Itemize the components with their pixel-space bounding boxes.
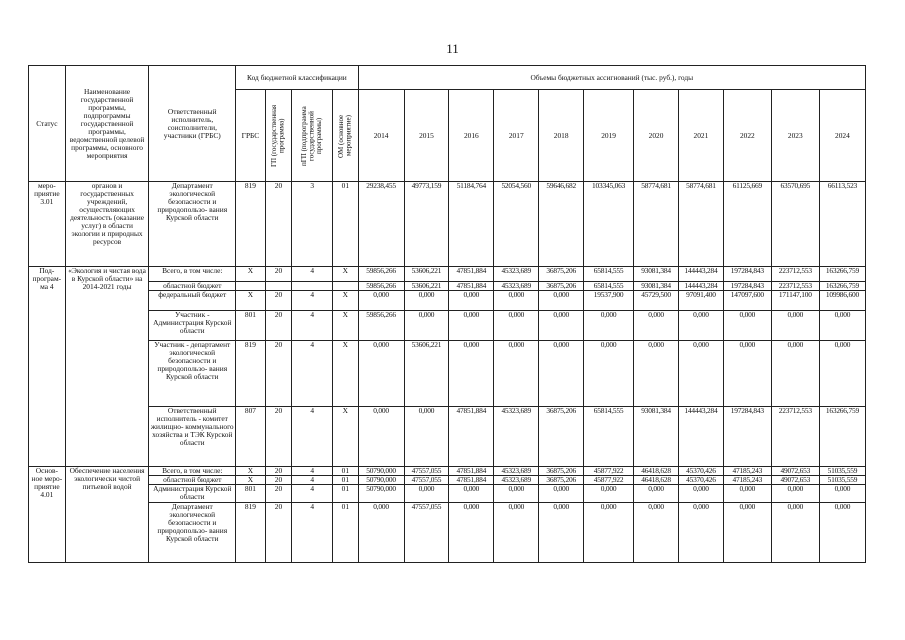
cell-name: «Экология и чистая вода в Курской области» на 2014-2021 годы	[65, 267, 149, 467]
cell-pgp: 4	[292, 311, 333, 341]
cell-value: 47557,055	[404, 467, 449, 476]
cell-value: 47185,243	[723, 476, 771, 485]
header-year: 2024	[819, 90, 865, 182]
cell-pgp: 4	[292, 467, 333, 476]
header-year: 2014	[358, 90, 404, 182]
cell-value: 0,000	[404, 485, 449, 503]
header-year: 2023	[771, 90, 819, 182]
table-row	[29, 267, 866, 282]
cell-value: 0,000	[449, 341, 494, 407]
table-row	[29, 503, 866, 563]
cell-executor: Департамент экологической безопасности и природопользо- вания Курской области	[149, 182, 236, 267]
cell-value: 223712,553	[771, 282, 819, 291]
cell-value: 0,000	[539, 291, 584, 311]
table-row	[29, 485, 866, 503]
header-year: 2016	[449, 90, 494, 182]
cell-value: 93081,384	[634, 267, 679, 282]
cell-value: 0,000	[819, 341, 865, 407]
cell-value: 65814,555	[584, 267, 634, 282]
cell-gp: 20	[265, 467, 292, 476]
cell-value: 47851,884	[449, 282, 494, 291]
cell-value: 59856,266	[358, 311, 404, 341]
cell-value: 61125,669	[723, 182, 771, 267]
cell-value: 0,000	[449, 503, 494, 563]
cell-value: 36875,206	[539, 282, 584, 291]
cell-status: Под- програм- ма 4	[29, 267, 66, 467]
header-grbs: ГРБС	[236, 90, 266, 182]
cell-value: 0,000	[539, 311, 584, 341]
cell-value: 49072,653	[771, 476, 819, 485]
cell-om: 01	[333, 467, 359, 476]
cell-value: 65814,555	[584, 282, 634, 291]
cell-pgp: 4	[292, 267, 333, 282]
cell-value: 45323,689	[494, 407, 539, 467]
cell-value: 0,000	[358, 291, 404, 311]
budget-table	[28, 65, 866, 563]
cell-value: 0,000	[494, 311, 539, 341]
cell-value: 144443,284	[678, 407, 723, 467]
header-year: 2019	[584, 90, 634, 182]
cell-value: 49072,653	[771, 467, 819, 476]
table-row	[29, 282, 866, 291]
cell-value: 144443,284	[678, 267, 723, 282]
cell-om: 01	[333, 182, 359, 267]
cell-gp: 20	[265, 341, 292, 407]
cell-value: 0,000	[404, 311, 449, 341]
cell-value: 45323,689	[494, 467, 539, 476]
cell-value: 223712,553	[771, 407, 819, 467]
table-body	[29, 182, 866, 563]
cell-value: 0,000	[819, 311, 865, 341]
cell-om: X	[333, 291, 359, 311]
cell-om	[333, 282, 359, 291]
cell-value: 66113,523	[819, 182, 865, 267]
cell-grbs	[236, 282, 266, 291]
cell-value: 0,000	[819, 503, 865, 563]
cell-gp: 20	[265, 311, 292, 341]
cell-pgp: 4	[292, 476, 333, 485]
cell-value: 223712,553	[771, 267, 819, 282]
cell-grbs: 819	[236, 182, 266, 267]
cell-value: 47851,884	[449, 407, 494, 467]
cell-value: 0,000	[494, 485, 539, 503]
cell-value: 197284,843	[723, 267, 771, 282]
cell-value: 163266,759	[819, 282, 865, 291]
cell-value: 0,000	[494, 291, 539, 311]
cell-gp: 20	[265, 503, 292, 563]
cell-name: органов и государственных учреждений, осуществляющих деятельность (оказание услуг) в области экологии и природных ресурсов	[65, 182, 149, 267]
cell-value: 47557,055	[404, 503, 449, 563]
cell-om: 01	[333, 485, 359, 503]
cell-grbs: 801	[236, 311, 266, 341]
cell-value: 52054,560	[494, 182, 539, 267]
cell-value: 0,000	[678, 485, 723, 503]
cell-value: 197284,843	[723, 407, 771, 467]
cell-value: 51035,559	[819, 476, 865, 485]
cell-value: 47851,884	[449, 267, 494, 282]
page-number: 11	[446, 41, 459, 56]
cell-om: X	[333, 311, 359, 341]
cell-value: 0,000	[634, 485, 679, 503]
cell-value: 45729,500	[634, 291, 679, 311]
cell-value: 163266,759	[819, 267, 865, 282]
cell-gp: 20	[265, 182, 292, 267]
cell-value: 0,000	[678, 341, 723, 407]
cell-value: 0,000	[449, 291, 494, 311]
cell-grbs: X	[236, 467, 266, 476]
cell-gp: 20	[265, 291, 292, 311]
cell-value: 63570,695	[771, 182, 819, 267]
header-year: 2015	[404, 90, 449, 182]
header-year: 2022	[723, 90, 771, 182]
cell-value: 109986,600	[819, 291, 865, 311]
header-year: 2020	[634, 90, 679, 182]
header-executor: Ответственный исполнитель, соисполнители, участники (ГРБС)	[149, 66, 236, 182]
header-pgp: пГП (подпрограмма государственной программы)	[299, 105, 323, 166]
cell-grbs: X	[236, 291, 266, 311]
cell-status: Основ- ное меро- приятие 4.01	[29, 467, 66, 563]
cell-gp	[265, 282, 292, 291]
cell-value: 0,000	[678, 311, 723, 341]
cell-value: 97091,400	[678, 291, 723, 311]
cell-value: 47851,884	[449, 476, 494, 485]
cell-value: 163266,759	[819, 407, 865, 467]
cell-value: 0,000	[771, 503, 819, 563]
cell-value: 0,000	[819, 485, 865, 503]
cell-value: 50790,000	[358, 467, 404, 476]
cell-gp: 20	[265, 476, 292, 485]
cell-value: 50790,000	[358, 485, 404, 503]
cell-value: 59856,266	[358, 282, 404, 291]
cell-pgp	[292, 282, 333, 291]
header-year: 2017	[494, 90, 539, 182]
cell-gp: 20	[265, 267, 292, 282]
cell-grbs: X	[236, 267, 266, 282]
cell-value: 36875,206	[539, 467, 584, 476]
cell-value: 45877,922	[584, 467, 634, 476]
cell-value: 0,000	[404, 407, 449, 467]
cell-executor: Администрация Курской области	[149, 485, 236, 503]
cell-value: 45323,689	[494, 476, 539, 485]
cell-executor: Всего, в том числе:	[149, 467, 236, 476]
cell-value: 50790,000	[358, 476, 404, 485]
cell-executor: Ответственный исполнитель - комитет жилищно- коммунального хозяйства и ТЭК Курской области	[149, 407, 236, 467]
cell-value: 0,000	[771, 311, 819, 341]
cell-value: 0,000	[723, 341, 771, 407]
cell-value: 0,000	[771, 485, 819, 503]
cell-value: 58774,681	[634, 182, 679, 267]
cell-om: 01	[333, 503, 359, 563]
cell-om: X	[333, 407, 359, 467]
cell-value: 0,000	[678, 503, 723, 563]
header-budget-code: Код бюджетной классификации	[236, 66, 358, 90]
cell-value: 0,000	[723, 503, 771, 563]
table-row	[29, 476, 866, 485]
cell-executor: Участник - Администрация Курской области	[149, 311, 236, 341]
cell-executor: областной бюджет	[149, 476, 236, 485]
cell-status: меро- приятие 3.01	[29, 182, 66, 267]
cell-value: 0,000	[584, 503, 634, 563]
cell-grbs: 807	[236, 407, 266, 467]
cell-value: 45370,426	[678, 467, 723, 476]
cell-pgp: 3	[292, 182, 333, 267]
cell-pgp: 4	[292, 503, 333, 563]
cell-gp: 20	[265, 407, 292, 467]
cell-value: 47851,884	[449, 467, 494, 476]
cell-value: 0,000	[358, 503, 404, 563]
cell-value: 0,000	[494, 341, 539, 407]
cell-value: 49773,159	[404, 182, 449, 267]
cell-value: 47185,243	[723, 467, 771, 476]
header-om: ОМ (основное мероприятие)	[336, 113, 353, 158]
cell-value: 53606,221	[404, 282, 449, 291]
header-status: Статус	[29, 66, 66, 182]
cell-value: 36875,206	[539, 407, 584, 467]
header-year: 2021	[678, 90, 723, 182]
cell-value: 0,000	[539, 503, 584, 563]
cell-pgp: 4	[292, 407, 333, 467]
cell-value: 0,000	[584, 341, 634, 407]
cell-value: 59646,682	[539, 182, 584, 267]
cell-grbs: X	[236, 476, 266, 485]
cell-value: 51184,764	[449, 182, 494, 267]
cell-value: 29238,455	[358, 182, 404, 267]
cell-executor: федеральный бюджет	[149, 291, 236, 311]
cell-value: 59856,266	[358, 267, 404, 282]
cell-value: 46418,628	[634, 476, 679, 485]
cell-value: 0,000	[449, 311, 494, 341]
cell-value: 0,000	[539, 341, 584, 407]
cell-executor: Участник - департамент экологической безопасности и природопользо- вания Курской области	[149, 341, 236, 407]
cell-value: 144443,284	[678, 282, 723, 291]
cell-grbs: 819	[236, 341, 266, 407]
cell-executor: областной бюджет	[149, 282, 236, 291]
header-year: 2018	[539, 90, 584, 182]
cell-value: 65814,555	[584, 407, 634, 467]
cell-value: 53606,221	[404, 341, 449, 407]
cell-value: 147097,600	[723, 291, 771, 311]
cell-value: 19537,900	[584, 291, 634, 311]
table-row	[29, 311, 866, 341]
cell-value: 0,000	[494, 503, 539, 563]
cell-value: 103345,063	[584, 182, 634, 267]
cell-value: 36875,206	[539, 476, 584, 485]
cell-om: X	[333, 341, 359, 407]
cell-executor: Департамент экологической безопасности и природопользо- вания Курской области	[149, 503, 236, 563]
cell-value: 0,000	[358, 341, 404, 407]
cell-gp: 20	[265, 485, 292, 503]
table-header	[29, 66, 866, 182]
cell-value: 45877,922	[584, 476, 634, 485]
cell-pgp: 4	[292, 341, 333, 407]
cell-value: 0,000	[723, 485, 771, 503]
cell-value: 46418,628	[634, 467, 679, 476]
cell-pgp: 4	[292, 485, 333, 503]
cell-om: X	[333, 267, 359, 282]
cell-value: 53606,221	[404, 267, 449, 282]
cell-value: 93081,384	[634, 282, 679, 291]
cell-value: 47557,055	[404, 476, 449, 485]
cell-grbs: 819	[236, 503, 266, 563]
cell-executor: Всего, в том числе:	[149, 267, 236, 282]
cell-value: 0,000	[723, 311, 771, 341]
table-row	[29, 182, 866, 267]
cell-value: 93081,384	[634, 407, 679, 467]
table-row	[29, 341, 866, 407]
cell-value: 0,000	[634, 503, 679, 563]
cell-value: 0,000	[358, 407, 404, 467]
cell-value: 36875,206	[539, 267, 584, 282]
cell-grbs: 801	[236, 485, 266, 503]
header-program-name: Наименование государственной программы, подпрограммы государственной программы, ведомственной целевой программы, основного мероприятия	[65, 66, 149, 182]
cell-value: 0,000	[449, 485, 494, 503]
cell-value: 0,000	[634, 311, 679, 341]
cell-pgp: 4	[292, 291, 333, 311]
cell-value: 197284,843	[723, 282, 771, 291]
cell-value: 0,000	[771, 341, 819, 407]
cell-value: 0,000	[634, 341, 679, 407]
cell-value: 51035,559	[819, 467, 865, 476]
cell-value: 45323,689	[494, 267, 539, 282]
table-row	[29, 291, 866, 311]
header-volumes: Объемы бюджетных ассигнований (тыс. руб.), годы	[358, 66, 865, 90]
cell-value: 0,000	[584, 311, 634, 341]
cell-value: 58774,681	[678, 182, 723, 267]
header-gp: ГП (государственная программа)	[270, 104, 286, 167]
cell-om: 01	[333, 476, 359, 485]
cell-name: Обеспечение населения экологически чистой питьевой водой	[65, 467, 149, 563]
cell-value: 0,000	[404, 291, 449, 311]
cell-value: 45370,426	[678, 476, 723, 485]
cell-value: 0,000	[584, 485, 634, 503]
table-row	[29, 407, 866, 467]
cell-value: 45323,689	[494, 282, 539, 291]
table-row	[29, 467, 866, 476]
cell-value: 0,000	[539, 485, 584, 503]
cell-value: 171147,100	[771, 291, 819, 311]
